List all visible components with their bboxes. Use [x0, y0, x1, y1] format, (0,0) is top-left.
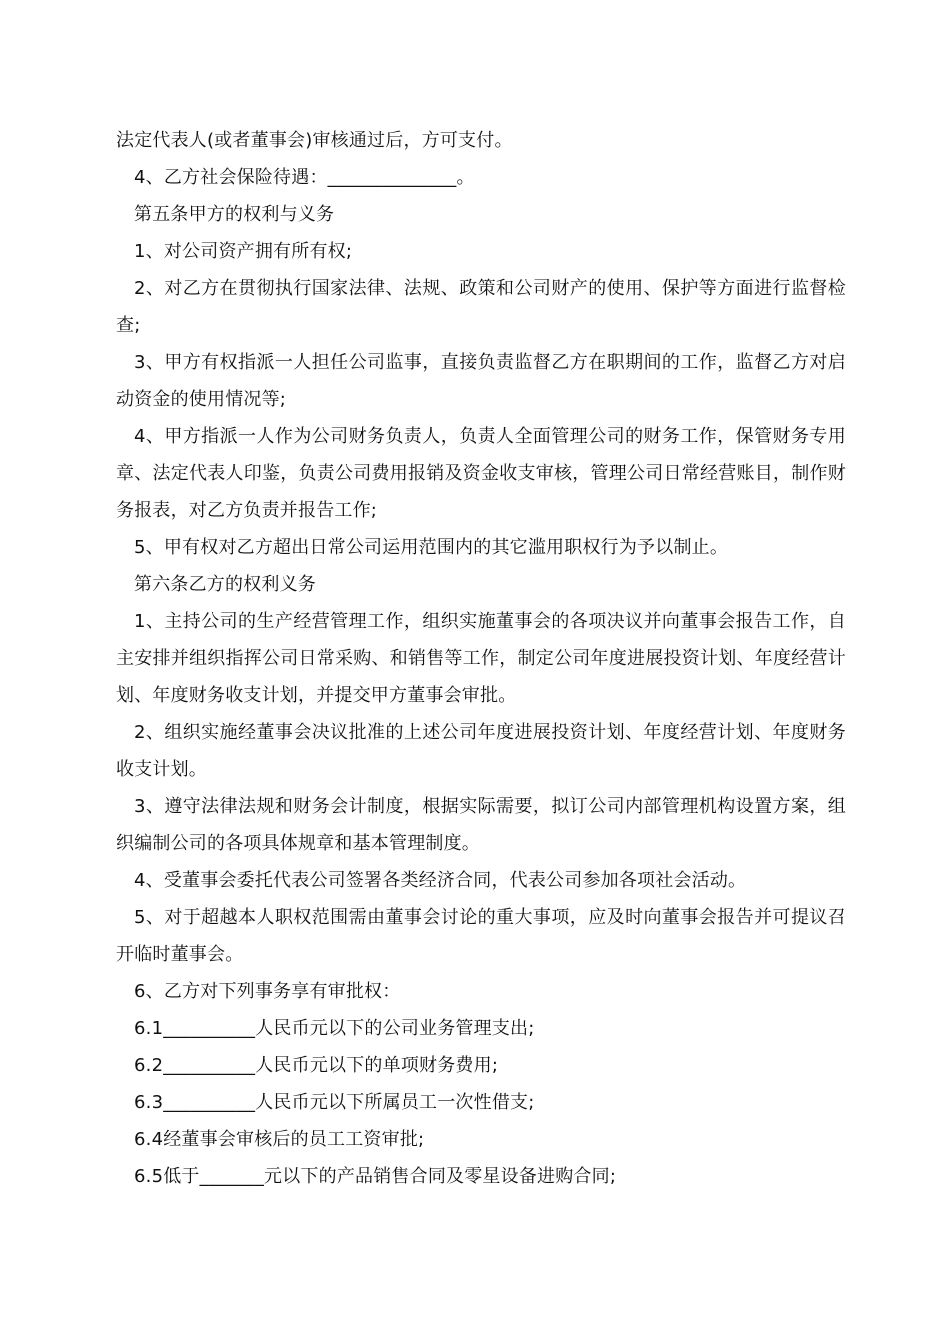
paragraph: 1、对公司资产拥有所有权;	[134, 241, 353, 262]
paragraph: 6、乙方对下列事务享有审批权：	[134, 981, 401, 1002]
paragraph: 4、乙方社会保险待遇：______________。	[134, 167, 475, 188]
paragraph: 2、对乙方在贯彻执行国家法律、法规、政策和公司财产的使用、保护等方面进行监督检查;	[116, 278, 846, 336]
document-body	[116, 122, 846, 1195]
paragraph: 6.2__________人民币元以下的单项财务费用;	[134, 1055, 499, 1076]
paragraph: 4、受董事会委托代表公司签署各类经济合同，代表公司参加各项社会活动。	[134, 870, 747, 891]
section-heading: 第六条乙方的权利义务	[134, 574, 316, 595]
paragraph: 法定代表人(或者董事会)审核通过后，方可支付。	[116, 130, 513, 151]
paragraph: 5、对于超越本人职权范围需由董事会讨论的重大事项，应及时向董事会报告并可提议召开临时董事会。	[116, 907, 846, 965]
paragraph: 4、甲方指派一人作为公司财务负责人，负责人全面管理公司的财务工作，保管财务专用章、法定代表人印鉴，负责公司费用报销及资金收支审核，管理公司日常经营账目，制作财务报表，对乙方负责并报告工作;	[116, 426, 846, 521]
section-heading: 第五条甲方的权利与义务	[134, 204, 335, 225]
paragraph: 3、遵守法律法规和财务会计制度，根据实际需要，拟订公司内部管理机构设置方案，组织编制公司的各项具体规章和基本管理制度。	[116, 796, 846, 854]
paragraph: 3、甲方有权指派一人担任公司监事，直接负责监督乙方在职期间的工作，监督乙方对启动资金的使用情况等;	[116, 352, 846, 410]
paragraph: 6.5低于_______元以下的产品销售合同及零星设备进购合同;	[134, 1166, 617, 1187]
paragraph: 6.3__________人民币元以下所属员工一次性借支;	[134, 1092, 535, 1113]
paragraph: 1、主持公司的生产经营管理工作，组织实施董事会的各项决议并向董事会报告工作，自主安排并组织指挥公司日常采购、和销售等工作，制定公司年度进展投资计划、年度经营计划、年度财务收支计划，并提交甲方董事会审批。	[116, 611, 846, 706]
paragraph: 5、甲有权对乙方超出日常公司运用范围内的其它滥用职权行为予以制止。	[134, 537, 729, 558]
paragraph: 6.4经董事会审核后的员工工资审批;	[134, 1129, 425, 1150]
paragraph: 2、组织实施经董事会决议批准的上述公司年度进展投资计划、年度经营计划、年度财务收支计划。	[116, 722, 846, 780]
paragraph: 6.1__________人民币元以下的公司业务管理支出;	[134, 1018, 535, 1039]
